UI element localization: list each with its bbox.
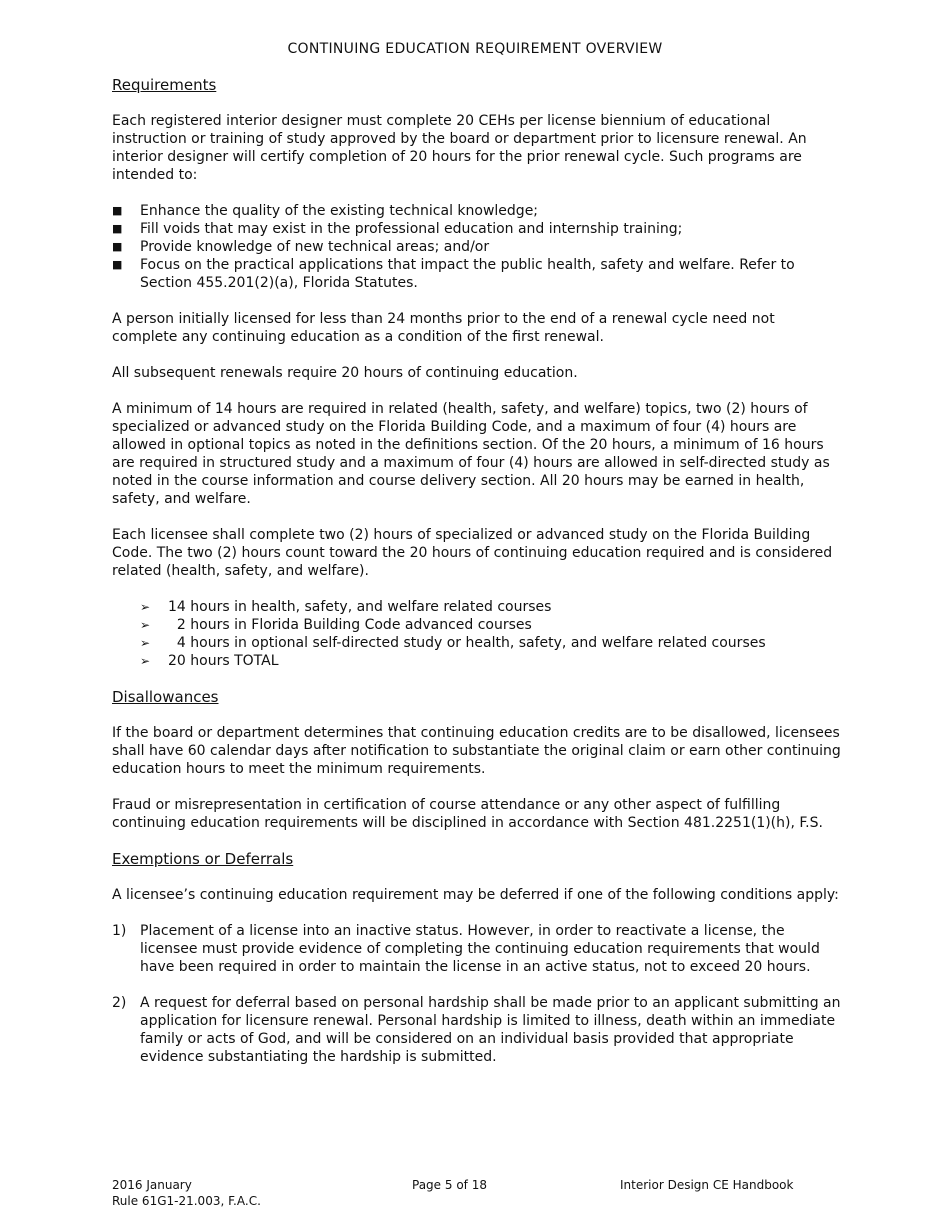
list-item bbox=[112, 202, 842, 220]
square-bullet-icon: ■ bbox=[112, 240, 123, 253]
footer-date: 2016 January bbox=[112, 1178, 192, 1192]
minimum-hours-paragraph: A minimum of 14 hours are required in related (health, safety, and welfare) topics, two (2) hours of specialized or advanced study on the Florida Building Code, and a maximum of four (4) hours are allowed in optional topics as noted in the definitions section. Of the 20 hours, a minimum of 16 hours are required in structured study and a maximum of four (4) hours are allowed in self-directed study as noted in the course information and course delivery section. All 20 hours may be earned in health, safety, and welfare. bbox=[112, 401, 830, 507]
list-item-text: Placement of a license into an inactive status. However, in order to reactivate a license, the licensee must provide evidence of completing the continuing education requirements that would have been required in order to maintain the license in an active status, not to exceed 20 hours. bbox=[140, 923, 820, 975]
list-number: 2) bbox=[112, 995, 127, 1011]
list-item-text: Provide knowledge of new technical areas; and/or bbox=[140, 239, 490, 255]
initial-license-paragraph: A person initially licensed for less than 24 months prior to the end of a renewal cycle need not complete any continuing education as a condition of the first renewal. bbox=[112, 311, 775, 345]
list-item-text: A request for deferral based on personal hardship shall be made prior to an applicant submitting an application for licensure renewal. Personal hardship is limited to illness, death within an immediate family or acts of God, and will be considered on an individual basis provided that appropriate evidence substantiating the hardship is submitted. bbox=[140, 995, 841, 1065]
list-item bbox=[112, 922, 842, 976]
list-item bbox=[140, 616, 842, 634]
arrow-bullet-icon: ➢ bbox=[140, 618, 151, 632]
page-title: CONTINUING EDUCATION REQUIREMENT OVERVIEW bbox=[287, 41, 663, 57]
arrow-bullet-icon: ➢ bbox=[140, 654, 151, 668]
requirements-heading: Requirements bbox=[112, 76, 217, 94]
list-item bbox=[112, 238, 842, 256]
page-number: Page 5 of 18 bbox=[412, 1178, 487, 1192]
square-bullet-icon: ■ bbox=[112, 258, 123, 271]
footer-left bbox=[112, 1177, 261, 1209]
hours-breakdown-list bbox=[140, 598, 842, 670]
list-item bbox=[112, 256, 842, 292]
list-item-text: 4 hours in optional self-directed study or health, safety, and welfare related courses bbox=[168, 635, 766, 651]
list-item-text: 14 hours in health, safety, and welfare related courses bbox=[168, 599, 552, 615]
exemptions-intro: A licensee’s continuing education requirement may be deferred if one of the following conditions apply: bbox=[112, 887, 839, 903]
list-item bbox=[140, 652, 842, 670]
square-bullet-icon: ■ bbox=[112, 222, 123, 235]
list-item-text: Enhance the quality of the existing technical knowledge; bbox=[140, 203, 539, 219]
arrow-bullet-icon: ➢ bbox=[140, 636, 151, 650]
footer-handbook: Interior Design CE Handbook bbox=[620, 1178, 794, 1192]
list-item bbox=[112, 994, 842, 1066]
exemptions-heading: Exemptions or Deferrals bbox=[112, 850, 294, 868]
list-number: 1) bbox=[112, 923, 127, 939]
disallowances-paragraph-2: Fraud or misrepresentation in certification of course attendance or any other aspect of fulfilling continuing education requirements will be disciplined in accordance with Section 481.2251(1)(h), F.S. bbox=[112, 797, 823, 831]
disallowances-heading: Disallowances bbox=[112, 688, 219, 706]
document-body bbox=[112, 76, 842, 1084]
footer-rule: Rule 61G1-21.003, F.A.C. bbox=[112, 1194, 261, 1208]
requirements-intro: Each registered interior designer must complete 20 CEHs per license biennium of educational instruction or training of study approved by the board or department prior to licensure renewal. An interior designer will certify completion of 20 hours for the prior renewal cycle. Such programs are intended to: bbox=[112, 113, 807, 183]
deferral-conditions-list bbox=[112, 922, 842, 1066]
list-item bbox=[140, 598, 842, 616]
square-bullet-icon: ■ bbox=[112, 204, 123, 217]
disallowances-paragraph-1: If the board or department determines that continuing education credits are to be disallowed, licensees shall have 60 calendar days after notification to substantiate the original claim or earn other continuing education hours to meet the minimum requirements. bbox=[112, 725, 841, 777]
program-goals-list bbox=[112, 202, 842, 292]
arrow-bullet-icon: ➢ bbox=[140, 600, 151, 614]
building-code-paragraph: Each licensee shall complete two (2) hours of specialized or advanced study on the Florida Building Code. The two (2) hours count toward the 20 hours of continuing education required and is considered related (health, safety, and welfare). bbox=[112, 527, 833, 579]
list-item bbox=[112, 220, 842, 238]
list-item-text: Focus on the practical applications that impact the public health, safety and welfare. Refer to Section 455.201(2)(a), Florida Statutes. bbox=[140, 257, 795, 291]
list-item-text: 2 hours in Florida Building Code advanced courses bbox=[168, 617, 532, 633]
subsequent-renewals-paragraph: All subsequent renewals require 20 hours of continuing education. bbox=[112, 365, 578, 381]
list-item-text: 20 hours TOTAL bbox=[168, 653, 279, 669]
list-item bbox=[140, 634, 842, 652]
list-item-text: Fill voids that may exist in the professional education and internship training; bbox=[140, 221, 683, 237]
